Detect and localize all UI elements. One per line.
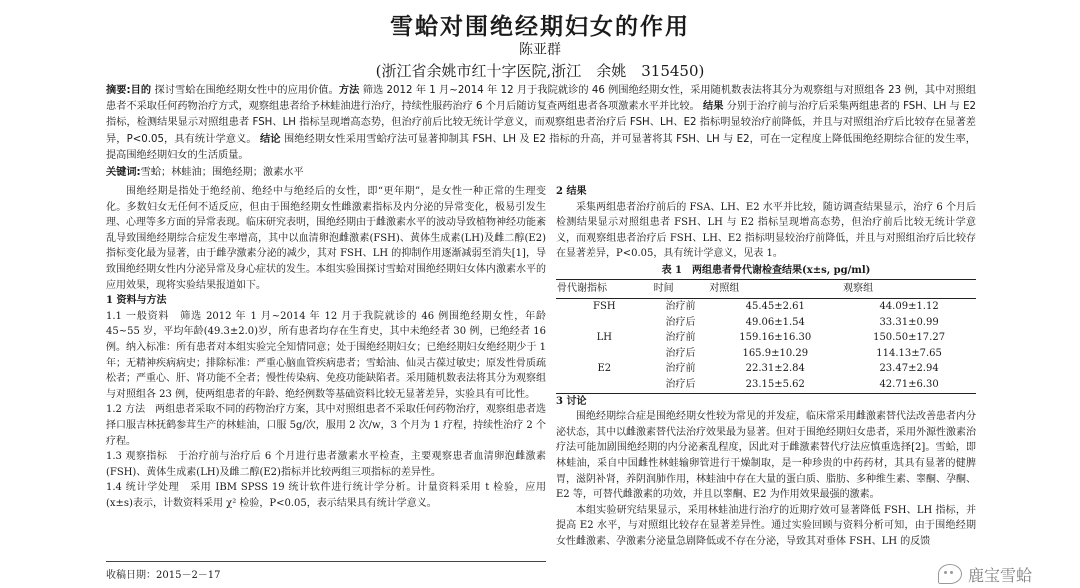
table-cell: 治疗前	[665, 300, 696, 312]
method-label: 方法	[338, 85, 360, 96]
received-date: 收稿日期：2015－2－17	[106, 561, 546, 581]
section-1-3: 1.3 观察指标 于治疗前与治疗后 6 个月进行患者激素水平检查，主要观察患者血清卵泡雌激素(FSH)、黄体生成素(LH)及雌二醇(E2)指标并比较两组三项指标的差异性。	[106, 451, 546, 478]
intro-paragraph: 围绝经期是指处于绝经前、绝经中与绝经后的女性，即“更年期”，是女性一种正常的生理变化。多数妇女无任何不适反应，但由于围绝经期女性雌激素指标及内分泌的异常变化，极易引发生理、心理等多方面的异常表现。临床研究表明，围绝经期由于雌激素水平的波动导致植物神经功能紊乱导致围绝经期综合症发生率增高，其中以血清卵泡雌激素(FSH)、黄体生成素(LH)及雌二醇(E2)指标变化最为显著，由于雌孕激素分泌的减少，其对 FSH、LH 的抑制作用逐渐减弱至消失[1]，导致围绝经期女性内分泌异常及身心症状的发生。本组实验围探讨雪蛤对围绝经期妇女体内激素水平的应用效果，现将实验结果报道如下。	[106, 186, 546, 291]
table-cell: 23.15±5.62	[708, 377, 842, 393]
result-label: 结果	[703, 101, 724, 113]
keywords-line	[106, 165, 976, 181]
section-1-heading: 1 资料与方法	[106, 295, 167, 307]
table-cell: 22.31±2.84	[745, 363, 805, 375]
table-cell	[556, 315, 653, 331]
section-2-heading: 2 结果	[556, 186, 587, 197]
keywords-label: 关键词:	[106, 167, 141, 178]
table-row	[556, 315, 976, 331]
right-column	[556, 184, 976, 549]
watermark	[938, 561, 1078, 587]
table-cell: 165.9±10.29	[742, 347, 809, 359]
table-cell: 33.31±0.99	[879, 316, 939, 328]
objective-label: 目的	[130, 85, 152, 96]
table-cell	[556, 377, 653, 393]
table-header-cell: 观察组	[842, 279, 976, 298]
table-cell: 45.45±2.61	[745, 300, 805, 312]
conclusion-text: 围绝经期女性采用雪蛤疗法可显著抑制其 FSH、LH 及 E2 指标的升高，并可显著将其 FSH、LH 与 E2，可在一定程度上降低围绝经期综合征的发生率，提高围绝经期妇女的生活质量。	[106, 133, 976, 161]
table-cell: 49.06±1.54	[745, 316, 805, 328]
abstract-label: 摘要:	[106, 85, 131, 96]
table-cell: E2	[597, 363, 612, 375]
table-cell: 44.09±1.12	[879, 300, 939, 312]
table-cell: 治疗后	[653, 377, 709, 393]
result-text: 分别于治疗前与治疗后采集两组患者的 FSH、LH 与 E2 指标，检测结果显示对照组患者 FSH、LH 指标呈现增高态势，但治疗前后比较无统计学意义，而观察组患者治疗后 FSH、LH、E2 指标明显较治疗前降低，并且与对照组治疗后比较存在显著差异，P<0.05，具有统计学意义。	[106, 101, 977, 145]
table-cell: 治疗后	[665, 316, 696, 328]
table-row	[556, 346, 976, 362]
wechat-icon	[938, 564, 962, 584]
table-header-cell: 骨代谢指标	[556, 279, 653, 298]
table-cell: 150.50±17.27	[873, 332, 946, 344]
table-cell: 23.47±2.94	[879, 363, 939, 375]
table-header-cell: 时间	[653, 279, 709, 298]
table-header-cell: 对照组	[708, 279, 842, 298]
abstract-block	[106, 83, 976, 164]
method-text: 筛选 2012 年 1 月~2014 年 12 月于我院就诊的 46 例围绝经期女性，采用随机数表法将其分为观察组与对照组各 23 例，其中对照组患者不采取任何药物治疗方式，观察组患者给予林蛙油进行治疗，持续性服药治疗 6 个月后随访复查两组患者各项激素水平并比较。	[106, 85, 977, 113]
table-cell: 治疗前	[665, 363, 696, 375]
paper-title: 雪蛤对围绝经期妇女的作用	[390, 13, 690, 40]
table-cell: LH	[596, 332, 612, 344]
table-row	[556, 330, 976, 346]
table-row	[556, 377, 976, 393]
section-1-1: 1.1 一般资料 筛选 2012 年 1 月~2014 年 12 月于我院就诊的 46 例围绝经期女性，年龄 45~55 岁，平均年龄(49.3±2.0)岁，所有患者均存在生育史，其中未绝经者 30 例，已绝经者 16 例。纳入标准：所有患者对本组实验完全知情同意；处于围绝经期妇女；已绝经期妇女绝经期少于 1 年；无精神疾病病史；排除标准：严重心脑血管疾病患者；雪蛤油、仙灵古葆过敏史；原发性骨质疏松者；严重心、肝、肾功能不全者；慢性传染病、免疫功能缺陷者。采用随机数表法将其分为观察组与对照组各 23 例，使两组患者的年龄、绝经例数等基础资料比较无显著差异，实验具有可比性。	[106, 310, 546, 400]
table-cell: 治疗后	[665, 347, 696, 359]
section-3-heading: 3 讨论	[556, 395, 587, 407]
table-header-row	[556, 279, 976, 298]
table-cell: 114.13±7.65	[876, 347, 942, 359]
section-1-2: 1.2 方法 两组患者采取不同的药物治疗方案，其中对照组患者不采取任何药物治疗，观察组患者选择口服吉林抚鹤参茸生产的林蛙油，口服 5g/次，服用 2 次/w，3 个月为 1 疗程，持续性治疗 2 个疗程。	[106, 404, 546, 447]
table-row	[556, 361, 976, 377]
author-name: 陈亚群	[519, 42, 561, 58]
table-cell: 42.71±6.30	[842, 377, 976, 393]
table-row	[556, 298, 976, 314]
discussion-paragraph-1: 围绝经期综合症是围绝经期女性较为常见的并发症，临床常采用雌激素替代法改善患者内分泌状态，其中以雌激素替代法治疗效果最为显著。但对于围绝经期妇女患者，采用外源性激素治疗法可能加剧围绝经期的内分泌紊乱程度，因此对于雌激素替代疗法应慎重选择[2]。雪蛤，即林蛙油，采自中国雌性林蛙输卵管进行干燥制取，是一种珍贵的中药药材，其具有显著的健脾胃，滋阴补肾，养阴润肺作用，林蛙油中存在大量的蛋白质、脂肪、多种维生素、睾酮、孕酮、E2 等，可替代雌激素的功效，并且以睾酮、E2 为作用效果最强的激素。	[556, 411, 976, 501]
objective-text: 探讨雪蛤在围绝经期女性中的应用价值。	[154, 85, 339, 96]
table-title: 表 1 两组患者骨代谢检查结果(x±s, pg/ml)	[661, 264, 871, 276]
results-table	[556, 279, 976, 394]
results-paragraph: 采集两组患者治疗前后的 FSA、LH、E2 水平并比较，随访调查结果显示，治疗 6 个月后检测结果显示对照组患者 FSH、LH 与 E2 指标呈现增高态势，但治疗前后比较无统计学意义，而观察组患者治疗后 FSH、LH、E2 指标明显较治疗前降低，并且与对照组治疗后比较存在显著差异，P<0.05，具有统计学意义，见表 1。	[556, 201, 976, 260]
affiliation: (浙江省余姚市红十字医院,浙江 余姚 315450)	[375, 62, 705, 80]
table-cell: FSH	[593, 300, 616, 312]
discussion-paragraph-2: 本组实验研究结果显示，采用林蛙油进行治疗的近期疗效可显著降低 FSH、LH 指标，并提高 E2 水平，与对照组比较存在显著差异性。通过实验回顾与资料分析可知，由于围绝经期女性雌激素、孕激素分泌量急剧降低或不存在分泌，导致其对垂体 FSH、LH 的反馈	[556, 504, 976, 547]
keywords-text: 雪蛤；林蛙油；围绝经期；激素水平	[140, 167, 304, 178]
watermark-text: 鹿宝雪蛤	[968, 565, 1033, 585]
table-cell	[556, 346, 653, 362]
left-column	[106, 184, 546, 511]
table-cell: 159.16±16.30	[739, 332, 812, 344]
section-1-4: 1.4 统计学处理 采用 IBM SPSS 19 统计软件进行统计学分析。计量资料采用 t 检验，应用(x±s)表示，计数资料采用 χ² 检验，P<0.05，表示结果具有统计学意义。	[106, 482, 546, 509]
table-cell: 治疗前	[665, 332, 696, 344]
conclusion-label: 结论	[260, 133, 281, 145]
